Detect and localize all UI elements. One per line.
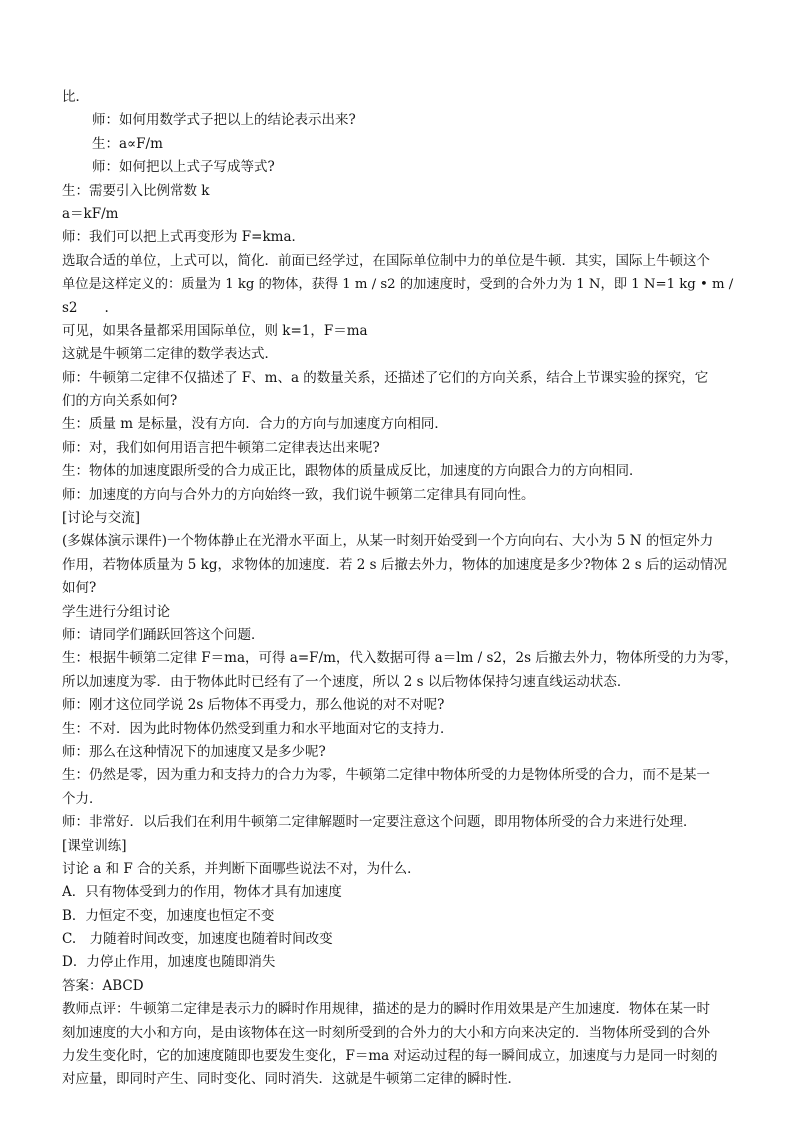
text-line: 师：加速度的方向与合外力的方向始终一致，我们说牛顿第二定律具有同向性。	[62, 486, 535, 503]
section-heading: [课堂训练]	[62, 837, 127, 854]
text-line: 生：物体的加速度跟所受的合力成正比，跟物体的质量成反比，加速度的方向跟合力的方向相同．	[62, 463, 643, 480]
text-line: 师：对，我们如何用语言把牛顿第二定律表达出来呢?	[62, 439, 380, 456]
text-line: 师：非常好．以后我们在利用牛顿第二定律解题时一定要注意这个问题，即用物体所受的合力来进行处理．	[62, 814, 697, 831]
text-line: 个力．	[62, 790, 103, 807]
text-line: s2 .	[62, 299, 109, 316]
text-line: 师：如何用数学式子把以上的结论表示出来?	[92, 112, 356, 129]
text-line: 生：a∝F/m	[92, 135, 163, 152]
text-line: 生：不对．因为此时物体仍然受到重力和水平地面对它的支持力．	[62, 720, 454, 737]
text-line: 可见，如果各量都采用国际单位，则 k=1，F＝ma	[62, 322, 368, 339]
text-line: 作用，若物体质量为 5 kg，求物体的加速度．若 2 s 后撤去外力，物体的加速度是多少?物体 2 s 后的运动情况	[62, 556, 728, 573]
text-line: 如何?	[62, 580, 97, 597]
text-line: 师：刚才这位同学说 2s 后物体不再受力，那么他说的对不对呢?	[62, 697, 445, 714]
text-line: 力发生变化时，它的加速度随即也要发生变化，F＝ma 对运动过程的每一瞬间成立，加速度与力是同一时刻的	[62, 1048, 718, 1065]
text-line: 这就是牛顿第二定律的数学表达式．	[62, 346, 278, 363]
option-d: D．力停止作用，加速度也随即消失	[62, 954, 276, 971]
option-b: B．力恒定不变，加速度也恒定不变	[62, 907, 275, 924]
text-line: 讨论 a 和 F 合的关系，并判断下面哪些说法不对，为什么．	[62, 860, 421, 877]
text-line: a＝kF/m	[62, 205, 119, 222]
text-line: 对应量，即同时产生、同时变化、同时消失．这就是牛顿第二定律的瞬时性．	[62, 1071, 521, 1088]
section-heading: [讨论与交流]	[62, 510, 141, 527]
text-line: 比．	[62, 89, 89, 105]
text-line: 生：仍然是零，因为重力和支持力的合力为零，牛顿第二定律中物体所受的力是物体所受的合力，而不是某一	[62, 767, 710, 784]
text-line: 教师点评：牛顿第二定律是表示力的瞬时作用规律，描述的是力的瞬时作用效果是产生加速度．物体在某一时	[62, 1001, 710, 1018]
text-line: 师：我们可以把上式再变形为 F=kma．	[62, 229, 305, 246]
text-line: 师：牛顿第二定律不仅描述了 F、m、a 的数量关系，还描述了它们的方向关系，结合上节课实验的探究，它	[62, 369, 709, 386]
answer: 答案：ABCD	[62, 977, 144, 994]
option-a: A．只有物体受到力的作用，物体才具有加速度	[62, 884, 342, 901]
text-line: 学生进行分组讨论	[62, 603, 170, 620]
text-line: 师：请同学们踊跃回答这个问题．	[62, 626, 265, 643]
text-line: 所以加速度为零．由于物体此时已经有了一个速度，所以 2 s 以后物体保持匀速直线运动状态．	[62, 673, 631, 690]
text-line: 生：需要引入比例常数 k	[62, 182, 210, 199]
document-page	[62, 86, 742, 1092]
text-line: 师：那么在这种情况下的加速度又是多少呢?	[62, 743, 326, 760]
option-c: C. 力随着时间改变，加速度也随着时间改变	[62, 931, 333, 948]
text-line: 生：质量 m 是标量，没有方向．合力的方向与加速度方向相同．	[62, 416, 448, 433]
text-line: 生：根据牛顿第二定律 F＝ma，可得 a=F/m，代入数据可得 a＝lm / s2，2s 后撤去外力，物体所受的力为零，	[62, 650, 738, 667]
text-line: (多媒体演示课件)一个物体静止在光滑水平面上，从某一时刻开始受到一个方向向右、大小为 5 N 的恒定外力	[62, 533, 714, 550]
text-line: 单位是这样定义的：质量为 1 kg 的物体，获得 1 m / s2 的加速度时，受到的合外力为 1 N，即 1 N=1 kg • m /	[62, 277, 734, 293]
text-line: 选取合适的单位，上式可以，简化．前面已经学过，在国际单位制中力的单位是牛顿．其实，国际上牛顿这个	[62, 252, 710, 269]
text-line: 师：如何把以上式子写成等式?	[92, 159, 275, 176]
text-line: 刻加速度的大小和方向，是由该物体在这一时刻所受到的合外力的大小和方向来决定的．当物体所受到的合外	[62, 1024, 710, 1041]
text-line: 们的方向关系如何?	[62, 393, 178, 410]
